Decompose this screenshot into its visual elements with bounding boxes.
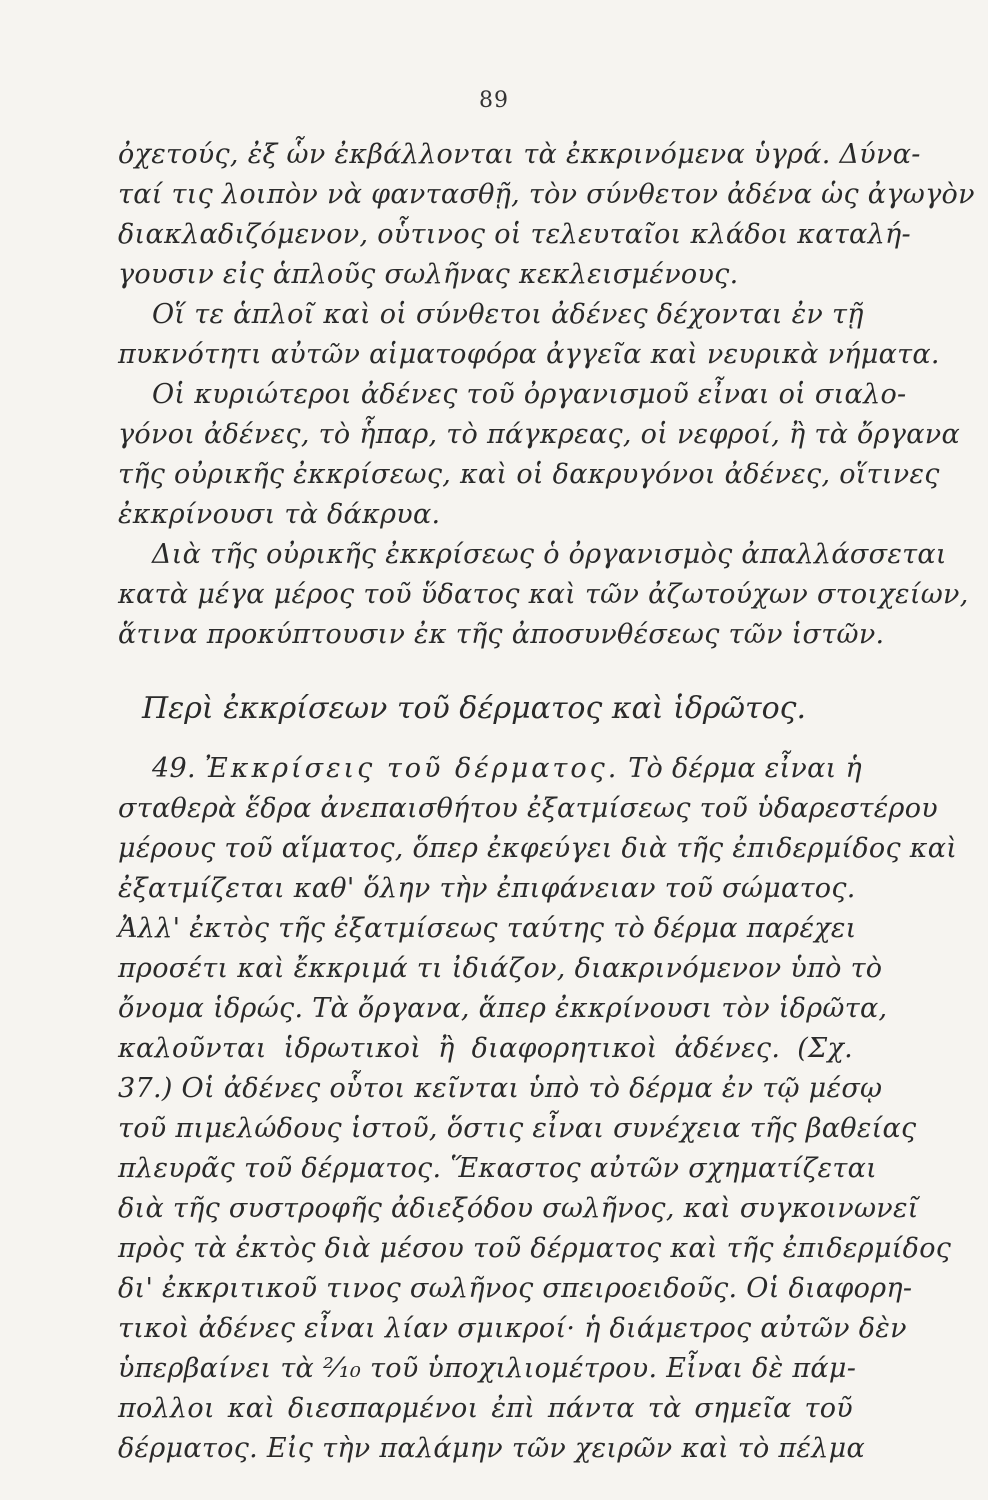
- page-number: 89: [479, 88, 509, 113]
- text-line: τικοὶ ἀδένες εἶναι λίαν σμικροί· ἡ διάμετρος αὐτῶν δὲν: [118, 1313, 907, 1344]
- text-line: πρὸς τὰ ἐκτὸς διὰ μέσου τοῦ δέρματος καὶ τῆς ἐπιδερμίδος: [118, 1233, 952, 1264]
- text-line: ὄνομα ἱδρώς. Τὰ ὄργανα, ἅπερ ἐκκρίνουσι τὸν ἱδρῶτα,: [118, 993, 888, 1024]
- text-line: διὰ τῆς συστροφῆς ἀδιεξόδου σωλῆνος, καὶ συγκοινωνεῖ: [118, 1193, 919, 1224]
- text-line: ταί τις λοιπὸν νὰ φαντασθῇ, τὸν σύνθετον ἀδένα ὡς ἀγωγὸν: [118, 179, 975, 210]
- text-line: ἅτινα προκύπτουσιν ἐκ τῆς ἀποσυνθέσεως τῶν ἱστῶν.: [118, 619, 885, 650]
- section-title: Ἐκκρίσεις τοῦ δέρματος.: [204, 753, 620, 784]
- text-line: κατὰ μέγα μέρος τοῦ ὕδατος καὶ τῶν ἀζωτούχων στοιχείων,: [118, 579, 969, 610]
- section-number: 49.: [152, 753, 196, 784]
- text-line: μέρους τοῦ αἵματος, ὅπερ ἐκφεύγει διὰ τῆς ἐπιδερμίδος καὶ: [118, 833, 958, 864]
- text-line: Οἱ κυριώτεροι ἀδένες τοῦ ὀργανισμοῦ εἶναι οἱ σιαλο-: [152, 379, 907, 410]
- text-line: καλοῦνται ἱδρωτικοὶ ἢ διαφορητικοὶ ἀδένες. (Σχ.: [118, 1033, 853, 1064]
- text-line: ἐξατμίζεται καθ' ὅλην τὴν ἐπιφάνειαν τοῦ σώματος.: [118, 873, 856, 904]
- text-line: Ἀλλ' ἐκτὸς τῆς ἐξατμίσεως ταύτης τὸ δέρμα παρέχει: [118, 913, 857, 944]
- text-line: Οἵ τε ἁπλοῖ καὶ οἱ σύνθετοι ἀδένες δέχονται ἐν τῇ: [152, 299, 864, 330]
- text-line: πλευρᾶς τοῦ δέρματος. Ἕκαστος αὐτῶν σχηματίζεται: [118, 1153, 877, 1184]
- text-line: γουσιν εἰς ἁπλοῦς σωλῆνας κεκλεισμένους.: [118, 259, 739, 290]
- section-first-line-rest: Τὸ δέρμα εἶναι ἡ: [628, 753, 862, 784]
- text-line: τῆς οὐρικῆς ἐκκρίσεως, καὶ οἱ δακρυγόνοι ἀδένες, οἵτινες: [118, 459, 940, 490]
- text-line: πολλοι καὶ διεσπαρμένοι ἐπὶ πάντα τὰ σημεῖα τοῦ: [118, 1393, 853, 1424]
- text-line: 37.) Οἱ ἀδένες οὗτοι κεῖνται ὑπὸ τὸ δέρμα ἐν τῷ μέσῳ: [118, 1073, 883, 1104]
- text-line: ἐκκρίνουσι τὰ δάκρυα.: [118, 499, 441, 530]
- text-line: δέρματος. Εἰς τὴν παλάμην τῶν χειρῶν καὶ τὸ πέλμα: [118, 1433, 866, 1464]
- text-line: ὀχετούς, ἐξ ὧν ἐκβάλλονται τὰ ἐκκρινόμενα ὑγρά. Δύνα-: [118, 139, 921, 170]
- text-line: πυκνότητι αὐτῶν αἱματοφόρα ἀγγεῖα καὶ νευρικὰ νήματα.: [118, 339, 940, 370]
- text-line: διακλαδιζόμενον, οὗτινος οἱ τελευταῖοι κλάδοι καταλή-: [118, 219, 911, 250]
- text-line: Διὰ τῆς οὐρικῆς ἐκκρίσεως ὁ ὀργανισμὸς ἀπαλλάσσεται: [152, 539, 947, 570]
- text-line: σταθερὰ ἕδρα ἀνεπαισθήτου ἐξατμίσεως τοῦ ὑδαρεστέρου: [118, 793, 938, 824]
- text-line: γόνοι ἀδένες, τὸ ἧπαρ, τὸ πάγκρεας, οἱ νεφροί, ἢ τὰ ὄργανα: [118, 419, 961, 450]
- section-first-line: [118, 749, 862, 789]
- text-line: προσέτι καὶ ἔκκριμά τι ἰδιάζον, διακρινόμενον ὑπὸ τὸ: [118, 953, 883, 984]
- text-line: τοῦ πιμελώδους ἱστοῦ, ὅστις εἶναι συνέχεια τῆς βαθείας: [118, 1113, 917, 1144]
- body-text: [118, 135, 975, 1469]
- text-line: δι' ἐκκριτικοῦ τινος σωλῆνος σπειροειδοῦς. Οἱ διαφορη-: [118, 1273, 913, 1304]
- section-heading: Περὶ ἐκκρίσεων τοῦ δέρματος καὶ ἱδρῶτος.: [142, 691, 806, 726]
- text-line: ὑπερβαίνει τὰ ²⁄₁₀ τοῦ ὑποχιλιομέτρου. Εἶναι δὲ πάμ-: [118, 1353, 857, 1384]
